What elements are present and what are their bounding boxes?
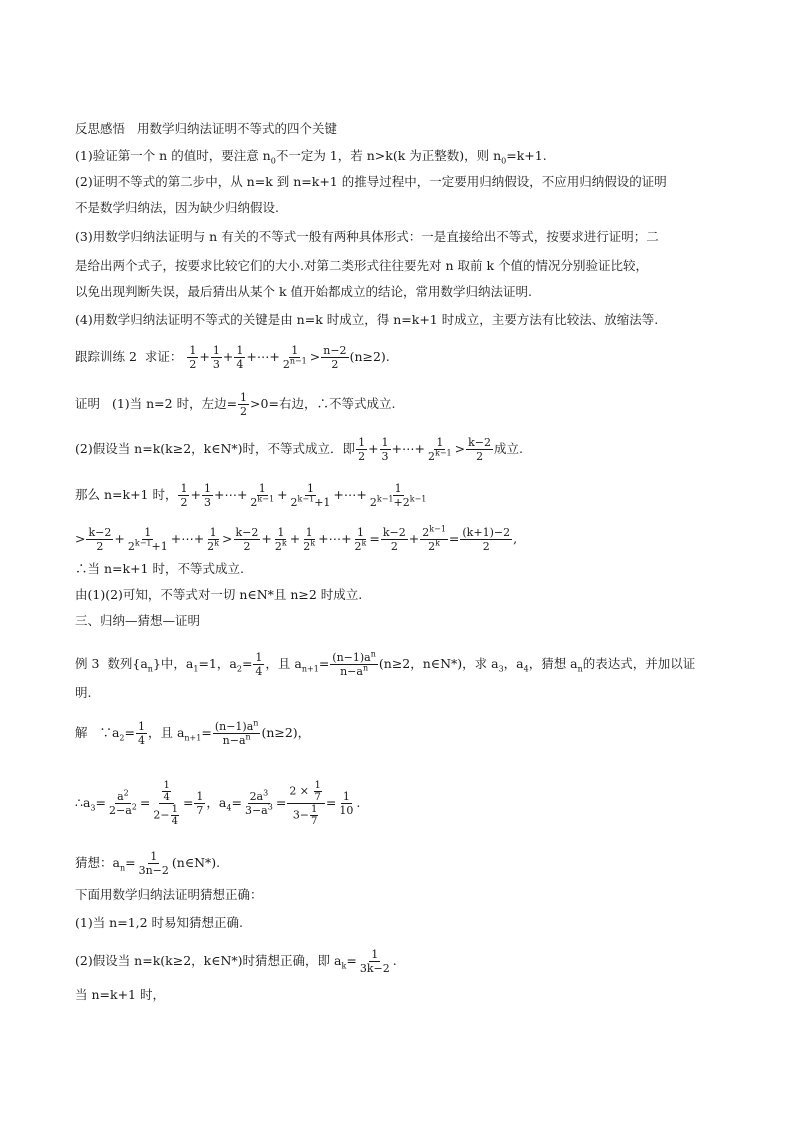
proof-step-4: ∴当 n=k+1 时，不等式成立. [75, 561, 244, 576]
reflection-heading: 反思感悟 [75, 121, 126, 136]
reflection-heading-line [75, 120, 337, 138]
solution-line-7: 当 n=k+1 时， [75, 987, 165, 1002]
reflection-point-2b: 不是数学归纳法，因为缺少归纳假设. [75, 200, 279, 215]
exercise-2-label: 跟踪训练 2 [75, 349, 137, 364]
solution-line-1: 解 $\because a_2=$ $\frac{1}{4}$ ，且 $a_{n+1}=$ $\frac{(n-1)a^n}{n-a^n}$ (n≥2)， [75, 718, 311, 747]
exercise-2-line: 跟踪训练 2 求证： $\frac{1}{2}$ + $\frac{1}{3}$ + $\frac{1}{4}$ +⋯+ $\frac{1}{2^{n-1}}$ > $\frac{n-2}{2}$ (n≥2). [75, 344, 390, 371]
reflection-point-3b: 是给出两个式子，按要求比较它们的大小.对第二类形式往往要先对 n 取前 k 个值的情况分别验证比较， [75, 258, 648, 273]
proof-step-3-cont: > $\frac{k-2}{2}$ + $\frac{1}{2^{k-1}+1}$ +⋯+ $\frac{1}{2^k}$ > $\frac{k-2}{2}$ + $\frac{1}{2^k}$ + $\frac{1}{2^k}$ +⋯+ $\frac{1}{2^k}$ = $\frac{k-2}{2}$ + $\frac{2^{k-1}}{2^k}$ = $\frac{(k+1)-2}{2}$ , [75, 524, 518, 553]
proof-step-1: 证明 (1)当 n=2 时，左边= $\frac{1}{2}$ >0=右边，∴不等式成立. [75, 391, 396, 418]
reflection-point-3c: 以免出现判断失误，最后猜出从某个 k 值开始都成立的结论，常用数学归纳法证明. [75, 284, 532, 299]
proof-step-3: 那么 n=k+1 时， $\frac{1}{2}$ + $\frac{1}{3}$ +⋯+ $\frac{1}{2^{k-1}}$ + $\frac{1}{2^{k-1}+1}$ +⋯+ $\frac{1}{2^{k-1}+2^{k-1}}$ [75, 482, 427, 509]
fraction: $\frac{1}{2}$ [189, 344, 197, 371]
solution-line-6: (2)假设当 n=k(k≥2，k∈N*)时猜想正确，即 $a_k=$ $\frac{1}{3k-2}$ . [75, 948, 397, 975]
reflection-point-2a: (2)证明不等式的第二步中，从 n=k 到 n=k+1 的推导过程中，一定要用归纳假设，不应用归纳假设的证明 [75, 174, 667, 189]
section-3-title: 三、归纳—猜想—证明 [75, 613, 201, 628]
solution-line-2: $\therefore a_3=$ $\frac{a^2}{2-a^2}$ = $\frac{1}{4}$ 2− $\frac{1}{4}$ = $\frac{1}{7}$ ，$a_4=$ $\frac{2a^3}{3-a^3}$ = 2 × $\frac{1}{7}$ 3− $\frac{1}{7}$ = $\frac{1}{10}$ . [75, 780, 361, 827]
proof-label: 证明 [75, 396, 101, 411]
example-3-line-2: 明. [75, 685, 92, 700]
solution-label: 解 [75, 725, 88, 740]
solution-line-3: 猜想：$a_n=$ $\frac{1}{3n-2}$ (n∈N*). [75, 850, 221, 877]
example-3-label: 例 3 [75, 656, 100, 671]
solution-line-5: (1)当 n=1,2 时易知猜想正确. [75, 915, 244, 930]
reflection-point-4: (4)用数学归纳法证明不等式的关键是由 n=k 时成立，得 n=k+1 时成立，主要方法有比较法、放缩法等. [75, 312, 659, 327]
proof-step-2: (2)假设当 n=k(k≥2，k∈N*)时，不等式成立．即 $\frac{1}{2}$ + $\frac{1}{3}$ +⋯+ $\frac{1}{2^{k-1}}$ > $\frac{k-2}{2}$ 成立. [75, 436, 523, 463]
example-3-line: 例 3 数列$\{a_n\}$中，$a_1=1$，$a_2=$ $\frac{1}{4}$ ，且 $a_{n+1}=$ $\frac{(n-1)a^n}{n-a^n}$ (n≥2，n∈N*)，求 $a_3$，$a_4$，猜想 $a_n$的表达式，并加以证 [75, 649, 696, 678]
solution-line-4: 下面用数学归纳法证明猜想正确： [75, 887, 263, 902]
reflection-point-3a: (3)用数学归纳法证明与 n 有关的不等式一般有两种具体形式：一是直接给出不等式，按要求进行证明；二 [75, 229, 659, 244]
reflection-title: 用数学归纳法证明不等式的四个关键 [136, 121, 337, 136]
reflection-point-1: (1)验证第一个 n 的值时，要注意 $n_0$不一定为 1，若 n>k(k 为正整数)，则 $n_0=k+1$. [75, 148, 547, 166]
proof-step-5: 由(1)(2)可知，不等式对一切 n∈N*且 n≥2 时成立. [75, 587, 363, 602]
